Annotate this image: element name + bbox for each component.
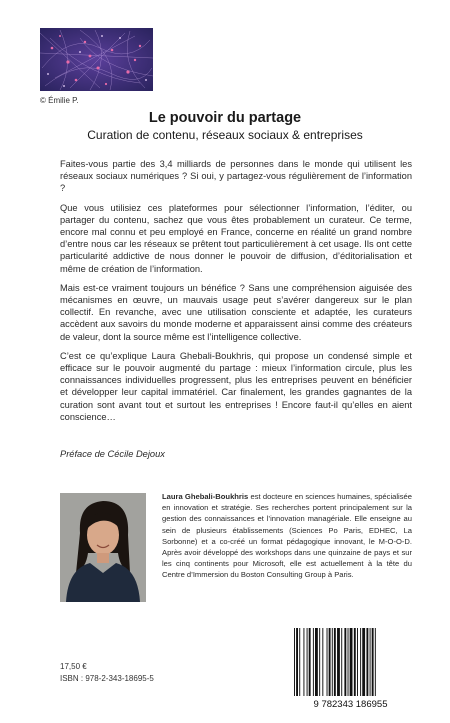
barcode-bar [357,628,358,696]
author-name: Laura Ghebali-Boukhris [162,492,249,501]
barcode-bar [299,628,300,696]
paragraph: Que vous utilisiez ces plateformes pour sélectionner l’information, l’éditer, ou partager du contenu, sachez que vous êtes probablement un curateur. Ce terme, encore mal connu et peu employé en France, concerne en réalité un grand nombre d’entre nous car les réseaux se prêtent tout particulièrement à cet usage. Ils ont cette particularité addictive de nous donner le pouvoir de diffusion, d’éditorialisation et même de création de l’information. [60,202,412,274]
image-credit: © Émilie P. [40,96,79,105]
barcode-bar [294,628,295,696]
paragraph: C’est ce qu’explique Laura Ghebali-Boukhris, qui propose un condensé simple et efficace sur le pouvoir augmenté du partage : mieux l’information circule, plus les connaissances individuelles progressent, plus les entreprises peuvent en bénéficier et développer leur capital immatériel. Car finalement, les grandes gagnantes de la curation sont avant tout et surtout les entreprises ! Encore faut-il qu’elles en aient conscience… [60,350,412,422]
barcode-bar [322,628,323,696]
barcode-bar [334,628,336,696]
author-portrait [60,493,146,602]
barcode-bar [370,628,371,696]
author-bio [162,491,412,581]
barcode-bar [344,628,346,696]
book-title: Le pouvoir du partage [148,110,302,126]
author-bio-text: est docteure en sciences humaines, spécialisée en innovation et stratégie. Ses recherches portent principalement sur la gestion des connaissances et l’innovation managériale. Elle enseigne au sein de plusieurs établissements (Sciences Po Paris, EDHEC, La Sorbonne) et a co-créé un format pédagogique innovant, le M-O-O-D. Après avoir développé des workshops dans une quinzaine de pays et sur les cinq continents pour Microsoft, elle est actuellement à la tête du Centre d’Immersion du Boston Consulting Group à Paris. [162,492,412,580]
cover-network-image [40,28,153,91]
paragraph: Faites-vous partie des 3,4 milliards de personnes dans le monde qui utilisent les réseaux sociaux numériques ? Si oui, y partagez-vous régulièrement de l’information ? [60,159,412,194]
barcode-bar [329,628,331,696]
barcode-bar [350,628,353,696]
barcode-bar [313,628,314,696]
barcode-number: 9 782343 186955 [313,699,388,710]
barcode-bar [296,628,298,696]
barcode-bar [319,628,320,696]
barcode-bar [332,628,333,696]
book-subtitle: Curation de contenu, réseaux sociaux & entreprises [87,128,363,142]
barcode-bar [362,628,365,696]
barcode-bars [294,628,376,696]
preface-credit: Préface de Cécile Dejoux [60,449,165,459]
barcode-bar [327,628,328,696]
barcode-bar [309,628,311,696]
barcode-bar [307,628,308,696]
paragraph: Mais est-ce vraiment toujours un bénéfice ? Sans une compréhension aiguisée des mécanismes en œuvre, un mauvais usage peut s’avérer dangereux sur le plan collectif. En revanche, avec une utilisation consciente et adaptée, les curateurs accèdent aux savoirs du monde moderne et apparaissent ainsi comme des créateurs de valeur, dont la source même est l’intelligence collective. [60,282,412,342]
barcode [288,626,413,710]
barcode-bar [337,628,340,696]
barcode-bar [366,628,368,696]
price: 17,50 € [60,662,87,671]
barcode-bar [354,628,356,696]
barcode-bar [315,628,318,696]
isbn: ISBN : 978-2-343-18695-5 [60,674,154,683]
barcode-bar [375,628,376,696]
barcode-bar [348,628,349,696]
barcode-bar [360,628,361,696]
barcode-bar [303,628,304,696]
barcode-bar [372,628,374,696]
back-cover-text [60,158,412,430]
barcode-bar [341,628,342,696]
